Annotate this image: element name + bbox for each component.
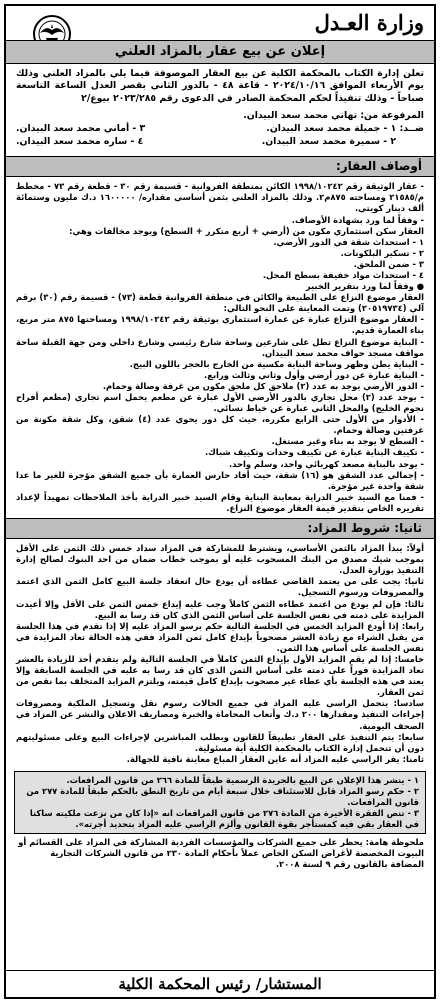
property-line: - فمنا مع السيد خبير الدراية بمعاينة البناية وقام السيد خبير الدراية بأخذ الملاحظات تمهيداً لإعداد تقريره الخاص بتقدير قيمة العقار موضوع النزاع. xyxy=(16,491,424,513)
condition-item: رابعا: إذا أودع المزايد الخمس في الجلسة التالية حكم برسو المزاد عليه إلا إذا تقدم في هذا الجلسة من يقبل الشراء مع زيادة العشر مصحوباً بإيداع كامل ثمن المزاد ففي هذه الحالة تعاد المزايدة في نفس الجلسة على أساس هذا الثمن. xyxy=(16,620,424,653)
property-line: - الدور الأرضي يوجد به عدد (٢) ملاحق كل ملحق مكون من غرفة وصالة وحمام. xyxy=(102,380,424,391)
header xyxy=(6,6,434,62)
legal-note: ٣ - تنص الفقرة الأخيرة من المادة ٢٧٦ من قانون المرافعات انه «إذا كان من نزعت ملكيته ساكنا في العقار بقي فيه كمستأجر بقوة القانون وألزم الراسي عليه المزاد بتحديد أجرته». xyxy=(29,807,419,829)
property-line: ● وفقاً لما ورد بتقرير الخبير xyxy=(305,281,424,292)
property-line: ١ - استحداث شقة في الدور الأرضي. xyxy=(273,236,424,247)
property-line: - يوجد عدد (٢) محل تجاري بالدور الأرضي الأول عبارة عن مطعم يحمل اسم تجاري (مطعم أفراح نجوم الخليج) والمحل الثاني عبارة عن خياط نسائي. xyxy=(16,392,424,414)
property-line: - عقار الوثيقة رقم ١٩٩٨/١٠٢٤٢ الكائن بمنطقة الفروانية - قسيمة رقم ٣٠ - قطعة رقم ٧٣ - مخطط م/٢١٥٨٥ ومساحته ٨٧٥م٢. وذلك بالمزاد العلني بثمن أساسي مقداره/ ١٦٠٠٠٠٠ د.ك مليون وستمائة ألف دينار كويتي. xyxy=(16,181,424,214)
property-line: - البناية يطن وظهر وساحة البناية مكسية من الخارج بالحجر باللون البيج. xyxy=(129,358,424,369)
property-line: - وفقاً لما ورد بشهادة الأوصاف. xyxy=(291,214,424,225)
condition-item: خامسا: إذا لم يقم المزايد الأول بإيداع الثمن كاملاً في الجلسة التالية ولم يتقدم أحد للزيادة بالعشر تعاد المزايدة فوراً على ذمته على أساس الثمن الذي كان قد رسا به عليه في الجلسة السابقة وإلا يعتد في هذه الجلسة بأي عطاء غير مصحوب بإيداع كامل قيمته، ويلتزم المزايد المتخلف بما نقص من ثمن العقار. xyxy=(16,653,424,698)
condition-item: ثامنا: يقر الراسي عليه المزاد أنه عاين العقار المباع معاينة نافية للجهالة. xyxy=(126,753,424,764)
defendants-row-2 xyxy=(16,135,424,148)
defendant-3: ٣ - أماني محمد سعد البيدان. xyxy=(16,123,146,135)
property-line: العقار موضوع النزاع على الطبيعة والكائن في منطقة الفروانية قطعة (٧٣) - قسيمة رقم (٣٠) برقم آلي (٢٠٥١٩٧٣٤) وتمت المعاينة على النحو التالي: xyxy=(16,292,424,314)
notice-title: إعلان عن بيع عقار بالمزاد العلني xyxy=(6,40,434,64)
property-line: - تكييف البناية عبارة عن تكييف وحدات وتكييف شباك. xyxy=(204,447,424,458)
property-line: ٢ - تسكير البلكونات. xyxy=(340,247,424,258)
plaintiff-line: المرفوعة من: تهاني محمد سعد البيدان. xyxy=(243,110,424,122)
condition-item: ثالثا: فإن لم يودع من اعتمد عطاءه الثمن كاملاً وجب عليه إيداع خمس الثمن على الأقل وإلا أعيدت المزايدة على ذمته في نفس الجلسة على أساس الثمن الذي كان قد رسا به البيع. xyxy=(16,598,424,620)
legal-note: ١ - ينشر هذا الإعلان عن البيع بالجريدة الرسمية طبقاً للمادة ٢٦٦ من قانون المرافعات. xyxy=(66,774,419,785)
auction-conditions xyxy=(6,539,434,767)
property-line: ٣ - ضمن الملحق. xyxy=(353,258,424,269)
condition-item: ثانيا: يجب على من يعتمد القاضي عطاءه أن يودع حال انعقاد جلسة البيع كامل الثمن الذي اعتمد والمصروفات ورسوم التسجيل. xyxy=(16,576,424,598)
property-line: - البناية موضوع النزاع تطل على شارعين وساحة شارع رئيسي وشارع داخلي ومن جهة القبلة ساحة مواقف مسجد حواف محمد سعد البيدان. xyxy=(16,336,424,358)
signature-line: المستشار/ رئيس المحكمة الكلية xyxy=(6,970,434,997)
property-line: - الأدوار من الأول حتى الرابع مكرره، حيث كل دور يحوي عدد (٤) شقق، وكل شقة مكونة من غرفتين وصالة وحمام. xyxy=(16,414,425,436)
defendants-row-1 xyxy=(16,122,424,135)
legal-notes-box xyxy=(14,771,426,834)
ministry-title: وزارة العـدل xyxy=(314,10,424,35)
property-line: - البناية عبارة عن دور أرضي وأول وثاني وثالث ورابع. xyxy=(204,369,424,380)
condition-item: أولاً: يبدأ المزاد بالثمن الأساسي، ويشترط للمشاركة في المزاد سداد خمس ذلك الثمن على الأقل بموجب شيك مصدق من البنك المسحوب عليه أو بموجب خطاب ضمان من احد البنوك لصالح إدارة التنفيذ بوزارة العدل. xyxy=(16,543,424,576)
property-description xyxy=(6,177,434,516)
defendant-4: ٤ - ساره محمد سعد البيدان. xyxy=(16,136,144,148)
intro-paragraph: تعلن إدارة الكتاب بالمحكمة الكلية عن بيع العقار الموصوفة فيما يلي بالمزاد العلني وذلك يوم الأربعاء الموافق ٢٠٢٤/١٠/١٦ - قاعة ٤٨ - بالدور الثاني بقصر العدل الساعة التاسعة صباحاً - وذلك تنفيذاً لحكم المحكمة الصادر في الدعوى رقم ٢٠٢٣/٢٨٥ بيوع/٢ xyxy=(16,68,424,104)
property-line: - يوجد بالبناية مصعد كهربائي واحد، وسلم واحد. xyxy=(228,458,424,469)
condition-item: سادسا: يتحمل الراسي عليه المزاد في جميع الحالات رسوم نقل وتسجيل الملكية ومصروفات إجراءات التنفيذ ومقدارها ٢٠٠ د.ك وأتعاب المحاماة والخبرة ومصاريف الاعلان والنشر عن المزاد في الصحف اليومية. xyxy=(16,698,424,731)
important-note: ملحوظة هامة: يحظر على جميع الشركات والمؤسسات الفردية المشاركة في المزاد على القسائم أو البيوت المخصصة لأغراض السكن الخاص عملاً بأحكام المادة ٢٣٠ من قانون الشركات التجارية المضافة بالقانون رقم ٩ لسنة ٢٠٠٨. xyxy=(18,836,424,869)
property-line: - العقار موضوع النزاع عبارة عن عمارة استثماري بوثيقة رقم ١٩٩٨/١٠٢٤٢ ومساحتها ٨٧٥ متر مربع، بناء العمارة قديم. xyxy=(16,314,424,336)
parties-block xyxy=(6,109,434,154)
defendant-1: ١ - جميلة محمد سعد البيدان. xyxy=(266,123,397,135)
property-section-heading: أوصاف العقار: xyxy=(6,156,434,177)
legal-note: ٢ - حكم رسو المزاد قابل للاستئناف خلال سبعة أيام من تاريخ النطق بالحكم طبقاً للمادة ٢٧٧ من قانون المرافعات. xyxy=(26,785,419,807)
property-line: ٤ - استحداث مواد خفيفة بسطح المحل. xyxy=(262,269,424,280)
against-label: ضــد: xyxy=(399,123,424,135)
defendant-2: ٢ - سميرة محمد سعد البيدان. xyxy=(261,136,396,148)
condition-item: سابعا: يتم التنفيذ على العقار تطبيقاً للقانون وبطلب المباشرين لإجراءات البيع وعلى مسئوليتهم دون أن تتحمل إدارة الكتاب بالمحكمة الكلية أية مسئولية. xyxy=(16,731,424,753)
property-line: - السطح لا يوجد به بناء وغير مستغل. xyxy=(271,436,424,447)
conditions-section-heading: ثانيا: شروط المزاد: xyxy=(6,518,434,539)
property-line: - إجمالي عدد الشقق هو (١٦) شقة، حيث أفاد حارس العمارة بأن جميع الشقق مؤجرة للغير ما عدا شقة واحدة غير مؤجرة. xyxy=(16,469,424,491)
announcement-page xyxy=(4,4,436,999)
property-line: العقار سكن استثماري مكون من (أرضي + أربع متكرر + السطح) ويوجد مخالفات وهي: xyxy=(69,225,424,236)
